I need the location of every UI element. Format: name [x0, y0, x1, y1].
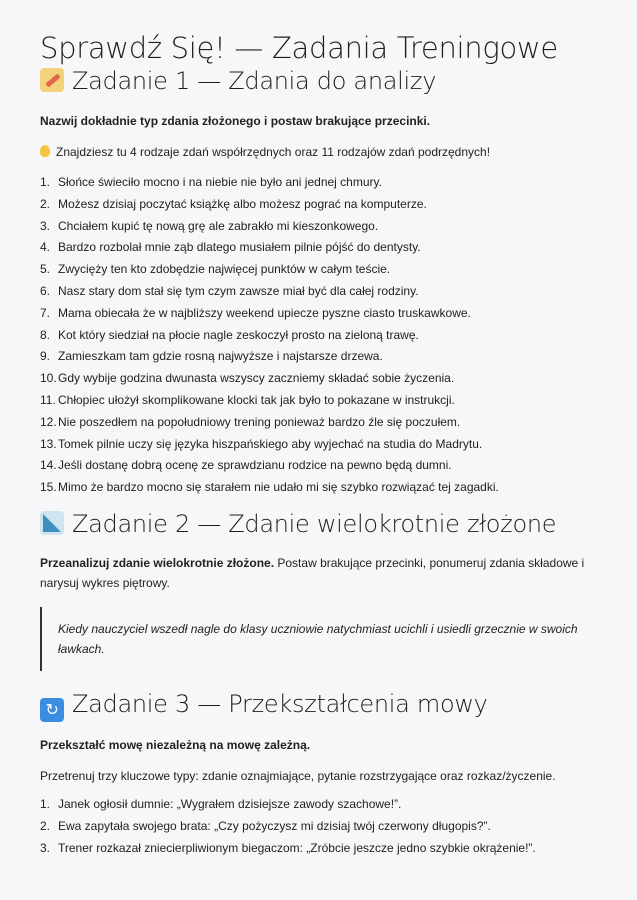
list-item-number: 9.: [40, 349, 51, 364]
counterclockwise-arrows-icon: ↻: [40, 698, 64, 722]
task3-description: Przetrenuj trzy kluczowe typy: zdanie oznajmiające, pytanie rozstrzygające oraz rozkaz/życzenie.: [40, 768, 556, 783]
list-item: [40, 194, 606, 216]
list-item: [40, 216, 606, 238]
list-item-text: Jeśli dostanę dobrą ocenę ze sprawdzianu rodzice na pewno będą dumni.: [58, 458, 452, 473]
list-item: [40, 259, 606, 281]
list-item: [40, 794, 606, 816]
task1-sentence-list: [40, 172, 606, 499]
list-item-text: Ewa zapytała swojego brata: „Czy pożyczysz mi dzisiaj twój czerwony długopis?”.: [58, 818, 491, 833]
list-item: [40, 390, 606, 412]
list-item-number: 15.: [40, 480, 57, 495]
lightbulb-icon: [40, 145, 50, 157]
task3-instruction: Przekształć mowę niezależną na mowę zależną.: [40, 737, 311, 752]
list-item-text: Janek ogłosił dumnie: „Wygrałem dzisiejsze zawody szachowe!”.: [58, 796, 402, 811]
task2-instruction: [40, 553, 606, 593]
list-item-text: Słońce świeciło mocno i na niebie nie było ani jednej chmury.: [58, 175, 382, 189]
list-item-number: 1.: [40, 796, 51, 811]
list-item-number: 11.: [40, 392, 56, 407]
task2-heading: [40, 509, 606, 539]
task3-sentence-list: [40, 794, 606, 859]
list-item-number: 2.: [40, 818, 51, 833]
task1-instruction: Nazwij dokładnie typ zdania złożonego i postaw brakujące przecinki.: [40, 114, 431, 128]
list-item: [40, 281, 606, 303]
list-item: [40, 412, 606, 434]
triangular-ruler-icon: [40, 511, 64, 535]
list-item-number: 13.: [40, 436, 57, 451]
list-item-number: 12.: [40, 414, 57, 429]
list-item-number: 7.: [40, 305, 51, 320]
list-item-text: Mama obiecała że w najbliższy weekend upiecze pyszne ciasto truskawkowe.: [58, 305, 471, 320]
list-item-text: Trener rozkazał zniecierpliwionym biegaczom: „Zróbcie jeszcze jedno szybkie okrążenie!”.: [58, 840, 536, 855]
list-item: [40, 325, 606, 347]
memo-icon: [40, 68, 64, 92]
list-item: [40, 455, 606, 477]
list-item: [40, 237, 606, 259]
list-item-text: Zamieszkam tam gdzie rosną najwyższe i najstarsze drzewa.: [58, 349, 383, 364]
task1-hint: [40, 142, 606, 162]
list-item-text: Bardzo rozbolał mnie ząb dlatego musiałem pilnie pójść do dentysty.: [58, 240, 421, 255]
list-item-text: Kot który siedział na płocie nagle zeskoczył prosto na zieloną trawę.: [58, 327, 419, 342]
list-item: [40, 434, 606, 456]
list-item-text: Mimo że bardzo mocno się starałem nie udało mi się szybko rozwiązać tej zagadki.: [58, 480, 499, 495]
page-title: Sprawdź Się! — Zadania Treningowe: [40, 31, 558, 65]
list-item-number: 3.: [40, 840, 51, 855]
task1-heading-text: Zadanie 1 — Zdania do analizy: [72, 67, 437, 95]
list-item-text: Możesz dzisiaj poczytać książkę albo możesz pograć na komputerze.: [58, 196, 427, 211]
task3-heading: [40, 689, 606, 722]
task2-heading-text: Zadanie 2 — Zdanie wielokrotnie złożone: [72, 509, 557, 538]
list-item: [40, 303, 606, 325]
list-item-number: 2.: [40, 196, 51, 211]
list-item: [40, 838, 606, 860]
list-item: [40, 477, 606, 499]
list-item-text: Chciałem kupić tę nową grę ale zabrakło mi kieszonkowego.: [58, 218, 379, 233]
task2-instruction-bold: Przeanalizuj zdanie wielokrotnie złożone.: [40, 555, 275, 570]
list-item-number: 6.: [40, 283, 51, 298]
task2-instruction-rest: Postaw brakujące przecinki, ponumeruj zdania składowe i narysuj wykres piętrowy.: [40, 555, 585, 590]
task3-heading-text: Zadanie 3 — Przekształcenia mowy: [72, 689, 488, 718]
list-item-text: Zwycięży ten kto zdobędzie najwięcej punktów w całym teście.: [58, 262, 391, 277]
list-item: [40, 346, 606, 368]
list-item-number: 14.: [40, 458, 57, 473]
task2-quote: Kiedy nauczyciel wszedł nagle do klasy uczniowie natychmiast ucichli i usiedli grzecznie w swoich ławkach.: [40, 607, 606, 671]
list-item-text: Chłopiec ułożył skomplikowane klocki tak jak było to pokazane w instrukcji.: [58, 392, 455, 407]
list-item-text: Nasz stary dom stał się tym czym zawsze miał być dla całej rodziny.: [58, 283, 419, 298]
list-item: [40, 816, 606, 838]
document-page: [40, 30, 606, 859]
task1-hint-text: Znajdziesz tu 4 rodzaje zdań współrzędnych oraz 11 rodzajów zdań podrzędnych!: [56, 145, 491, 159]
list-item-number: 5.: [40, 262, 51, 277]
list-item: [40, 368, 606, 390]
list-item-text: Gdy wybije godzina dwunasta wszyscy zaczniemy składać sobie życzenia.: [58, 371, 455, 386]
list-item-text: Nie poszedłem na popołudniowy trening ponieważ bardzo źle się poczułem.: [58, 414, 461, 429]
list-item-number: 1.: [40, 175, 51, 189]
list-item-number: 10.: [40, 371, 57, 386]
task1-heading: [40, 66, 606, 96]
list-item: [40, 172, 606, 194]
list-item-text: Tomek pilnie uczy się języka hiszpańskiego aby wyjechać na studia do Madrytu.: [58, 436, 483, 451]
list-item-number: 3.: [40, 218, 51, 233]
list-item-number: 8.: [40, 327, 51, 342]
list-item-number: 4.: [40, 240, 51, 255]
